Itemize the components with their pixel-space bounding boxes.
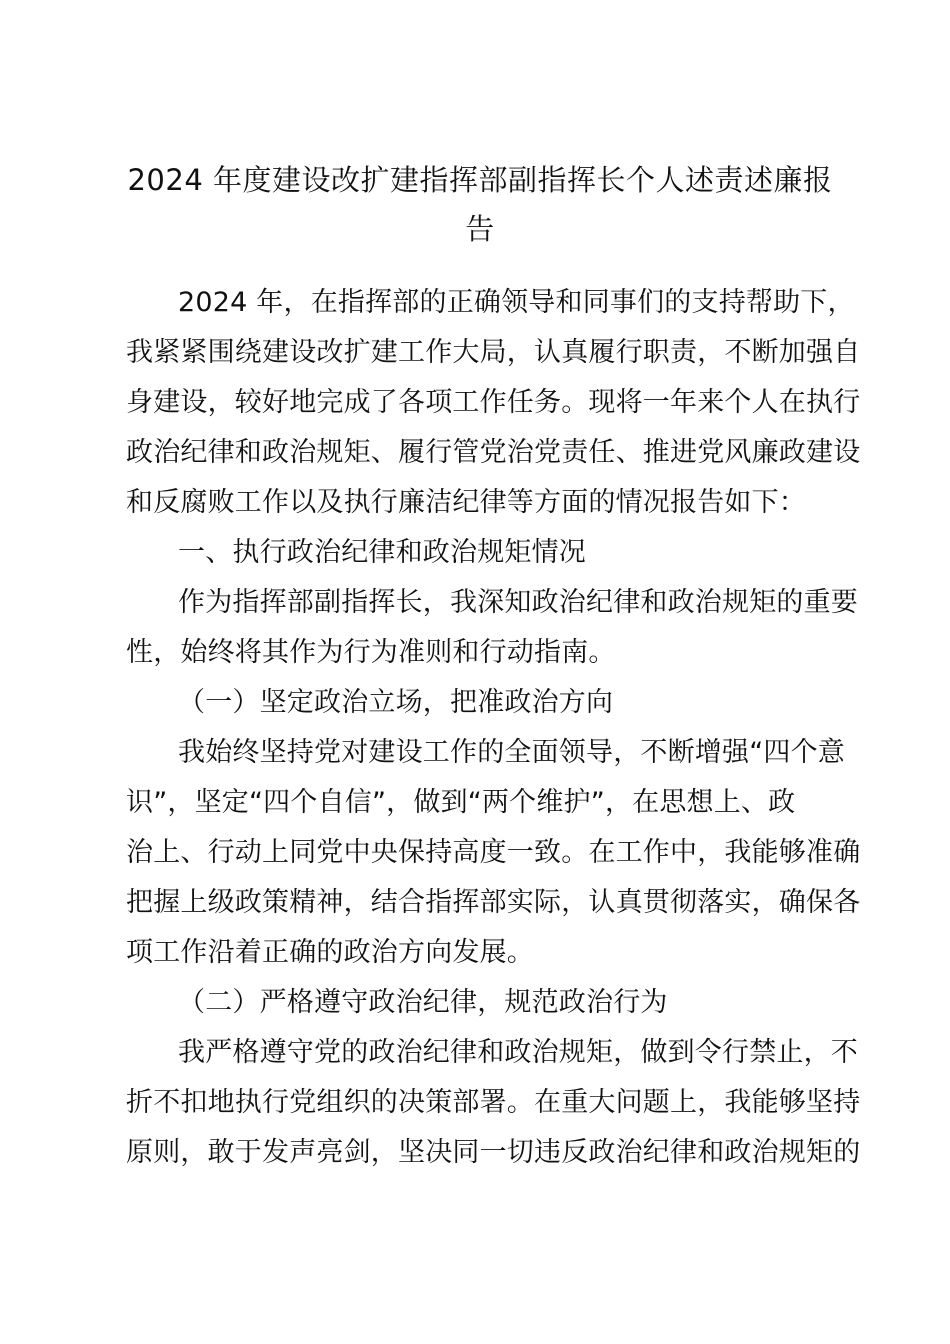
paragraph-line: 性，始终将其作为行为准则和行动指南。: [126, 637, 616, 668]
document-title: [120, 156, 840, 254]
paragraph-line: 和反腐败工作以及执行廉洁纪律等方面的情况报告如下：: [126, 487, 806, 518]
paragraph-line: 我始终坚持党对建设工作的全面领导，不断增强“四个意: [178, 737, 845, 768]
subsection-heading: （一）坚定政治立场，把准政治方向: [178, 687, 614, 718]
title-line-1: 2024 年度建设改扩建指挥部副指挥长个人述责述廉报: [127, 163, 833, 197]
paragraph-line: 2024 年，在指挥部的正确领导和同事们的支持帮助下，: [178, 287, 855, 318]
subsection-heading: （二）严格遵守政治纪律，规范政治行为: [178, 987, 668, 1018]
section-heading: 一、执行政治纪律和政治规矩情况: [178, 537, 586, 568]
paragraph-line: 识”，坚定“四个自信”，做到“两个维护”，在思想上、政: [126, 787, 796, 818]
paragraph-line: 我严格遵守党的政治纪律和政治规矩，做到令行禁止，不: [178, 1037, 858, 1068]
paragraph-line: 身建设，较好地完成了各项工作任务。现将一年来个人在执行: [126, 387, 861, 418]
paragraph-line: 政治纪律和政治规矩、履行管党治党责任、推进党风廉政建设: [126, 437, 861, 468]
paragraph-line: 折不扣地执行党组织的决策部署。在重大问题上，我能够坚持: [126, 1087, 861, 1118]
title-line-2: 告: [465, 212, 495, 246]
paragraph-line: 原则，敢于发声亮剑，坚决同一切违反政治纪律和政治规矩的: [126, 1137, 861, 1168]
paragraph-line: 作为指挥部副指挥长，我深知政治纪律和政治规矩的重要: [178, 587, 858, 618]
paragraph-line: 项工作沿着正确的政治方向发展。: [126, 937, 534, 968]
paragraph-line: 把握上级政策精神，结合指挥部实际，认真贯彻落实，确保各: [126, 887, 861, 918]
paragraph-line: 治上、行动上同党中央保持高度一致。在工作中，我能够准确: [126, 837, 861, 868]
paragraph-line: 我紧紧围绕建设改扩建工作大局，认真履行职责，不断加强自: [126, 337, 861, 368]
